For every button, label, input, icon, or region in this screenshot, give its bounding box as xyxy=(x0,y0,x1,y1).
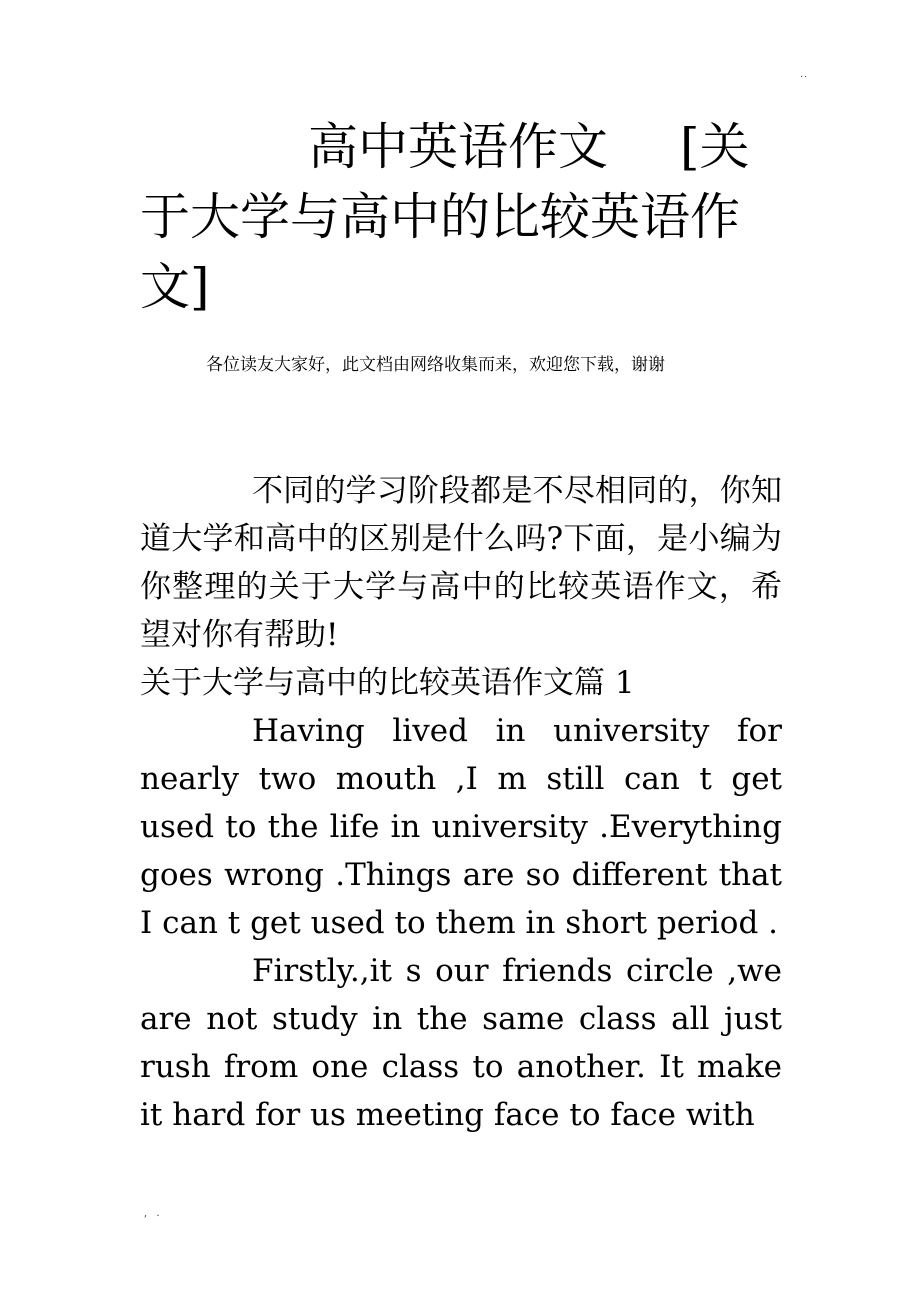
header-mark: .. xyxy=(800,70,808,80)
article-body xyxy=(140,467,782,1139)
download-notice: 各位读友大家好，此文档由网络收集而来，欢迎您下载，谢谢 xyxy=(206,355,665,375)
essay-paragraph-1: Having lived in university for nearly two mouth ,I m still can t get used to the life in university .Everything goes wrong .Things are so different that I can t get used to them in short period . xyxy=(140,713,782,941)
essay-heading: 关于大学与高中的比较英语作文篇 1 xyxy=(140,665,635,701)
intro-paragraph: 不同的学习阶段都是不尽相同的，你知道大学和高中的区别是什么吗?下面，是小编为你整理的关于大学与高中的比较英语作文，希望对你有帮助! xyxy=(140,473,782,653)
essay-paragraph-2: Firstly.,it s our friends circle ,we are not study in the same class all just rush from one class to another. It make it hard for us meeting face to face with xyxy=(140,953,782,1133)
title-main: 高中英语作文 xyxy=(308,118,608,176)
title-subject: [关于大学与高中的比较英语作文] xyxy=(140,118,750,316)
footer-mark: , . xyxy=(144,1208,163,1219)
document-title xyxy=(140,112,782,322)
